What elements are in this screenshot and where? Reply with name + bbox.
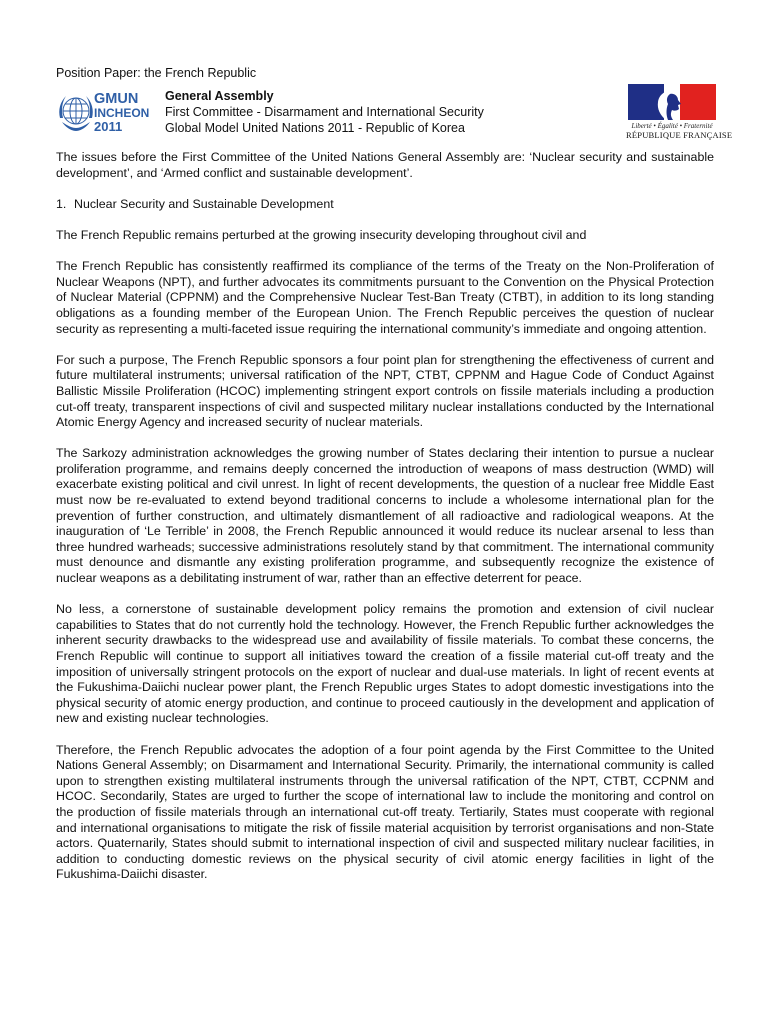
gmun-logo-text-2: INCHEON (94, 106, 150, 120)
gmun-logo-text-3: 2011 (94, 119, 123, 134)
section-heading (56, 197, 714, 213)
marianne-icon (626, 84, 718, 122)
section-number: 1. (56, 196, 67, 211)
gmun-logo (56, 86, 156, 138)
paragraph: The French Republic has consistently reaffirmed its compliance of the terms of the Treaty on the Non-Proliferation of Nuclear Weapons (NPT), and further advocates its commitments pursuant to the Convention on the Physical Protection of Nuclear Material (CPPNM) and the Comprehensive Nuclear Test-Ban Treaty (CTBT), in addition to its long standing obligations as a founding member of the European Union. The French Republic perceives the question of nuclear security as representing a multi-faceted issue requiring the international community’s immediate and ongoing attention. (56, 259, 714, 336)
header-conference: Global Model United Nations 2011 - Republic of Korea (165, 121, 465, 135)
republique-francaise-text: RÉPUBLIQUE FRANÇAISE (626, 130, 733, 140)
intro-paragraph: The issues before the First Committee of the United Nations General Assembly are: ‘Nuclear security and sustainable development’, and ‘Armed conflict and sustainable development’. (56, 150, 714, 180)
paragraph: No less, a cornerstone of sustainable development policy remains the promotion and extension of civil nuclear capabilities to States that do not currently hold the technology. However, the French Republic further acknowledges the inherent security drawbacks to the widespread use and availability of fissile materials. To combat these concerns, the French Republic will continue to support all initiatives toward the creation of a fissile material cut-off treaty and the imposition of universally stringent protocols on the export of nuclear and dual-use materials. In light of recent events at the Fukushima-Daiichi nuclear power plant, the French Republic urges States to adopt domestic investigations into the physical security of atomic energy production, and continue to proceed cautiously in the development and application of new and existing nuclear technologies. (56, 602, 714, 726)
document-body (56, 150, 714, 899)
paragraph: The Sarkozy administration acknowledges the growing number of States declaring their intention to pursue a nuclear proliferation programme, and remains deeply concerned the introduction of weapons of mass destruction (WMD) will exacerbate existing political and civil unrest. In light of recent developments, the question of a nuclear free Middle East must now be re-evaluated to extend beyond traditional concerns to include a wholesome international plan for the prevention of further construction, and ultimately dismantlement of all radioactive and radiological weapons. At the inauguration of ‘Le Terrible’ in 2008, the French Republic announced it would reduce its nuclear arsenal to less than three hundred warheads; successive administrations resolutely stand by that commitment. The international community must denounce and dismantle any existing proliferation programme, and subsequently recognize the existence of nuclear weapons as a debilitating instrument of war, rather than an effective deterrent for peace. (56, 446, 714, 586)
document-title: Position Paper: the French Republic (56, 66, 257, 80)
un-emblem-icon (56, 86, 156, 138)
paragraph: Therefore, the French Republic advocates the adoption of a four point agenda by the First Committee to the United Nations General Assembly; on Disarmament and International Security. Primarily, the international community is called upon to strengthen existing multilateral instruments through the universal ratification of the NPT, CTBT, CCPNM and HCOC. Secondarily, States are urged to further the scope of international law to include the monitoring and control on the production of fissile materials through an international cut-off treaty. Tertiarily, States must cooperate with regional and international organisations to mitigate the risk of fissile material acquisition by terrorist organisations and non-State actors. Quaternarily, States should submit to international inspection of civil and suspected military nuclear facilities, in addition to conducting domestic reviews on the physical security of civil atomic energy facilities in light of the Fukushima-Daiichi disaster. (56, 742, 714, 882)
republique-francaise-logo (626, 84, 733, 140)
paragraph: The French Republic remains perturbed at the growing insecurity developing throughout civil and (56, 227, 587, 242)
french-motto: Liberté • Égalité • Fraternité (631, 122, 713, 130)
section-title: Nuclear Security and Sustainable Development (74, 196, 334, 211)
header-committee: First Committee - Disarmament and International Security (165, 105, 484, 119)
header-block (165, 88, 484, 136)
paragraph: For such a purpose, The French Republic sponsors a four point plan for strengthening the effectiveness of current and future multilateral instruments; universal ratification of the NPT, CTBT, CPPNM and Hague Code of Conduct Against Ballistic Missile Proliferation (HCOC) implementing stringent export controls on fissile materials including a production cut-off treaty, transparent inspections of civil and suspected military nuclear installations conducted by the International Atomic Energy Agency and increased security of nuclear materials. (56, 352, 714, 430)
header-committee-bold: General Assembly (165, 89, 274, 103)
gmun-logo-text-1: GMUN (94, 91, 139, 107)
